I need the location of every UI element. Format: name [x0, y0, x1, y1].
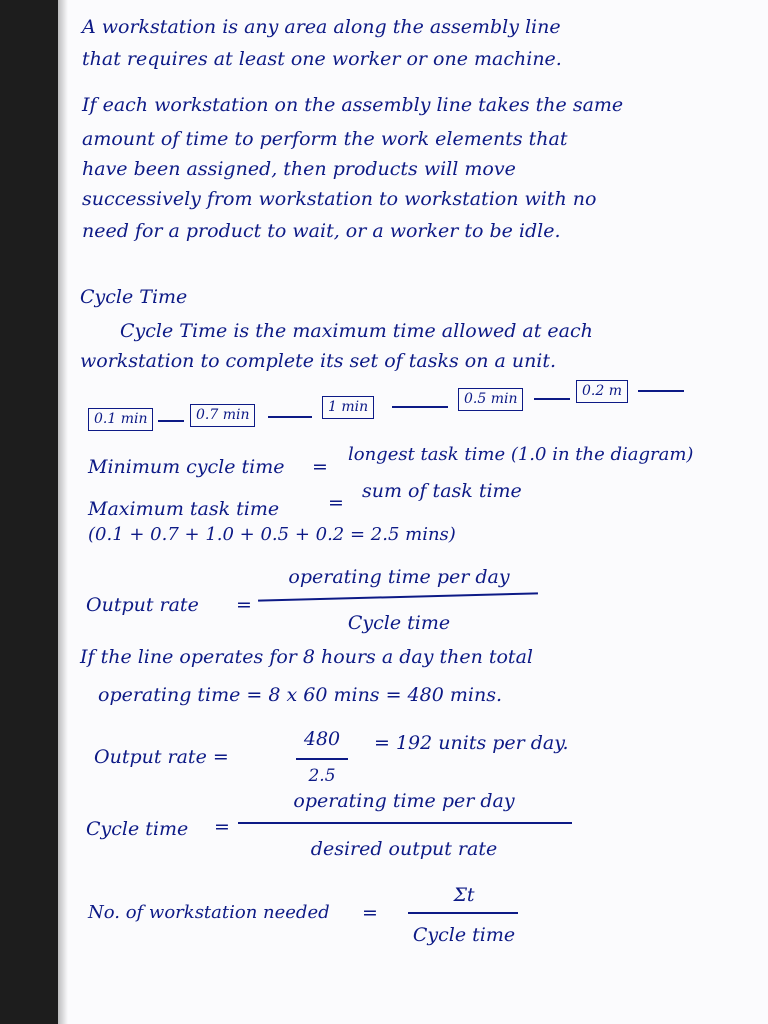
workstations-label: No. of workstation needed [88, 902, 330, 923]
workstations-denominator: Cycle time [412, 924, 516, 946]
station-connector [268, 416, 312, 418]
max-task-equals: = [328, 492, 344, 514]
cycle-time-heading: Cycle Time [80, 286, 188, 308]
station-box-1: 0.1 min [88, 408, 153, 431]
workstations-bar [408, 912, 518, 914]
min-cycle-label: Minimum cycle time [88, 456, 285, 478]
workstations-equals: = [362, 902, 378, 924]
intro-line-1: A workstation is any area along the assembly line [82, 16, 561, 38]
para2-line-1: If each workstation on the assembly line takes the same [82, 94, 624, 116]
station-box-4: 0.5 min [458, 388, 523, 411]
page-edge-shadow [58, 0, 68, 1024]
workstations-numerator: Σt [453, 884, 475, 906]
hours-line-1: If the line operates for 8 hours a day then total [80, 646, 533, 668]
station-connector [392, 406, 448, 408]
min-cycle-value: longest task time (1.0 in the diagram) [348, 444, 694, 465]
cycle-time-formula-bar [238, 822, 572, 824]
para2-line-2: amount of time to perform the work elements that [82, 128, 568, 150]
notebook-page [58, 0, 768, 1024]
output-rate-calc-result: = 192 units per day. [374, 732, 569, 754]
intro-line-2: that requires at least one worker or one machine. [82, 48, 562, 70]
para2-line-5: need for a product to wait, or a worker to be idle. [82, 220, 561, 242]
output-rate-numerator: operating time per day [288, 566, 510, 588]
output-rate-denominator: Cycle time [347, 612, 451, 634]
hours-line-2: operating time = 8 x 60 mins = 480 mins. [98, 684, 502, 706]
output-rate-calc-bar [296, 758, 348, 760]
min-cycle-equals: = [312, 456, 328, 478]
max-task-value: sum of task time [362, 480, 522, 502]
max-task-label: Maximum task time [88, 498, 280, 520]
sum-line: (0.1 + 0.7 + 1.0 + 0.5 + 0.2 = 2.5 mins) [88, 524, 456, 545]
cycle-time-formula-equals: = [214, 816, 230, 838]
station-connector [638, 390, 684, 392]
cycle-time-formula-denominator: desired output rate [310, 838, 498, 860]
output-rate-calc-denominator: 2.5 [308, 766, 336, 786]
cycle-time-formula-label: Cycle time [86, 818, 189, 840]
cycle-time-formula-numerator: operating time per day [293, 790, 515, 812]
output-rate-calc-label: Output rate = [94, 746, 229, 768]
cycle-time-def-2: workstation to complete its set of tasks on a unit. [80, 350, 557, 372]
output-rate-equals: = [236, 594, 252, 616]
station-connector [158, 420, 184, 422]
station-box-2: 0.7 min [190, 404, 255, 427]
output-rate-fraction-bar [258, 592, 538, 601]
station-box-5: 0.2 m [576, 380, 628, 403]
para2-line-4: successively from workstation to workstation with no [82, 188, 597, 210]
station-box-3: 1 min [322, 396, 374, 419]
station-connector [534, 398, 570, 400]
cycle-time-def-1: Cycle Time is the maximum time allowed at each [120, 320, 593, 342]
para2-line-3: have been assigned, then products will move [82, 158, 516, 180]
output-rate-calc-numerator: 480 [303, 728, 341, 750]
output-rate-label: Output rate [86, 594, 199, 616]
